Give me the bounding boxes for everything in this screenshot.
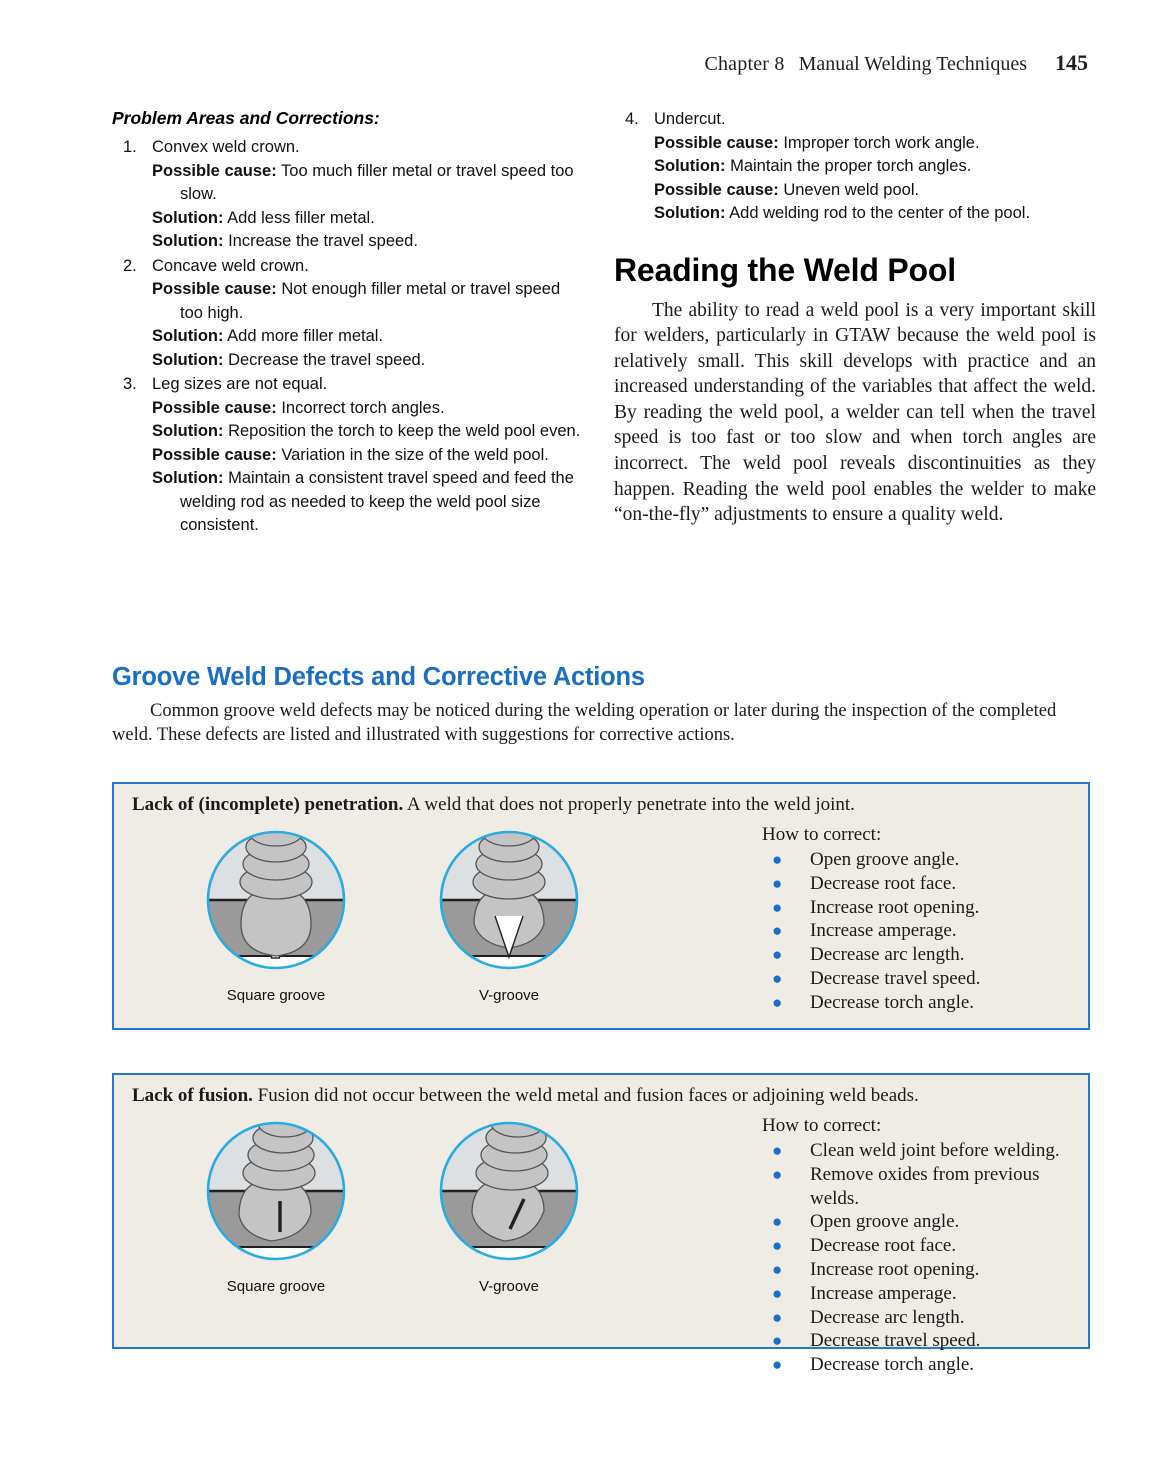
defect-description: A weld that does not properly penetrate into the weld joint. — [403, 794, 855, 815]
left-column — [112, 108, 584, 539]
correction-text: Increase root opening. — [810, 896, 980, 918]
bullet-icon: ● — [772, 1164, 783, 1184]
detail-label: Possible cause: — [152, 280, 277, 298]
correction-text: Decrease travel speed. — [810, 967, 981, 989]
groove-weld-section — [112, 663, 1090, 747]
correction-text: Increase amperage. — [810, 1282, 957, 1304]
list-item — [762, 1210, 1076, 1234]
list-item-number: 2. — [123, 256, 137, 275]
detail-label: Solution: — [654, 204, 726, 222]
list-item — [112, 255, 584, 373]
how-to-correct-block — [762, 824, 1076, 1015]
correction-text: Clean weld joint before welding. — [810, 1140, 1060, 1161]
detail-text: Too much filler metal or travel speed too slow. — [180, 161, 574, 203]
correction-text: Open groove angle. — [810, 849, 960, 870]
detail-text: Maintain a consistent travel speed and feed the welding rod as needed to keep the weld pool size consistent. — [180, 469, 574, 534]
list-item — [762, 1329, 1076, 1353]
figure-square-groove — [186, 828, 366, 1004]
list-item — [762, 943, 1076, 967]
bullet-icon: ● — [772, 992, 783, 1012]
list-item-details — [152, 397, 584, 538]
bullet-icon: ● — [772, 968, 783, 988]
detail-text: Increase the travel speed. — [223, 232, 418, 250]
bullet-icon: ● — [772, 1331, 783, 1351]
correction-text: Decrease torch angle. — [810, 1354, 975, 1376]
bullet-icon: ● — [772, 921, 783, 941]
corrections-list — [762, 1139, 1076, 1377]
defect-box-lack-of-fusion — [112, 1073, 1090, 1376]
defect-box-title — [132, 793, 1074, 817]
detail-text: Uneven weld pool. — [778, 180, 920, 199]
v-groove-lack-fusion-diagram — [434, 1119, 584, 1269]
detail-text: Reposition the torch to keep the weld pool even. — [223, 422, 581, 440]
list-item-number: 3. — [123, 375, 137, 393]
detail-text: Maintain the proper torch angles. — [725, 157, 972, 175]
list-item — [762, 1353, 1076, 1377]
correction-text: Decrease arc length. — [810, 1306, 965, 1328]
detail-text: Improper torch work angle. — [778, 133, 980, 152]
figure-caption: Square groove — [226, 1278, 326, 1295]
defect-term: Lack of fusion. — [132, 1085, 253, 1106]
figure-caption: V-groove — [478, 987, 540, 1004]
running-head — [704, 50, 1088, 76]
defect-term: Lack of (incomplete) penetration. — [132, 794, 404, 815]
list-item — [762, 1258, 1076, 1282]
list-item — [112, 136, 584, 254]
list-item-details — [152, 278, 584, 372]
correction-text: Increase root opening. — [810, 1258, 980, 1280]
bullet-icon: ● — [772, 945, 783, 965]
detail-text: Incorrect torch angles. — [276, 398, 445, 417]
list-item-details — [152, 160, 584, 254]
how-to-correct-label: How to correct: — [762, 824, 882, 845]
detail-text: Not enough filler metal or travel speed too high. — [180, 280, 561, 322]
reading-weld-pool-paragraph: The ability to read a weld pool is a very important skill for welders, particularly in GTAW because the weld pool is relatively small. This skill develops with practice and an increased understanding of the variables that affect the weld. By reading the weld pool, a welder can tell when the travel speed is too fast or too slow and when torch angles are incorrect. The weld pool reveals discontinuities as they happen. Reading the weld pool enables the welder to make “on-the-fly” adjustments to ensure a quality weld. — [614, 299, 1096, 526]
list-item-number: 4. — [625, 110, 639, 128]
running-head-title: Manual Welding Techniques — [798, 53, 1027, 75]
section-heading-reading-weld-pool: Reading the Weld Pool — [614, 251, 956, 288]
detail-text: Decrease the travel speed. — [223, 350, 426, 369]
list-item — [762, 872, 1076, 896]
list-item — [762, 967, 1076, 991]
problem-areas-list-continued — [614, 108, 1096, 226]
list-item-details — [654, 132, 1096, 226]
correction-text: Decrease torch angle. — [810, 991, 975, 1013]
detail-label: Solution: — [152, 350, 224, 369]
right-column — [614, 108, 1096, 528]
bullet-icon: ● — [772, 1283, 783, 1303]
detail-text: Add more filler metal. — [223, 327, 384, 345]
bullet-icon: ● — [772, 873, 783, 893]
how-to-correct-label: How to correct: — [762, 1115, 882, 1136]
how-to-correct-block — [762, 1115, 1076, 1377]
square-groove-lack-fusion-diagram — [201, 1119, 351, 1269]
figure-v-groove — [419, 1119, 599, 1295]
list-item — [762, 896, 1076, 920]
list-item — [762, 1282, 1076, 1306]
list-item — [112, 373, 584, 538]
list-item-title: Leg sizes are not equal. — [152, 375, 328, 393]
detail-label: Solution: — [152, 327, 224, 345]
list-item — [614, 108, 1096, 226]
list-item — [762, 919, 1076, 943]
running-head-chapter: Chapter 8 — [704, 53, 785, 75]
list-item-title: Concave weld crown. — [152, 256, 309, 275]
correction-text: Decrease arc length. — [810, 944, 965, 966]
figure-square-groove — [186, 1119, 366, 1295]
bullet-icon: ● — [772, 1236, 783, 1256]
detail-text: Add welding rod to the center of the pool. — [725, 204, 1031, 222]
defect-box-lack-of-penetration — [112, 782, 1090, 1030]
detail-label: Solution: — [152, 208, 224, 227]
list-item — [762, 991, 1076, 1015]
detail-text: Variation in the size of the weld pool. — [276, 445, 549, 464]
bullet-icon: ● — [772, 1259, 783, 1279]
v-groove-lack-penetration-diagram — [434, 828, 584, 978]
detail-label: Possible cause: — [152, 445, 277, 464]
problem-areas-heading: Problem Areas and Corrections: — [112, 108, 380, 128]
detail-label: Possible cause: — [654, 133, 779, 152]
bullet-icon: ● — [772, 1141, 783, 1160]
problem-areas-list — [112, 136, 584, 538]
correction-text: Increase amperage. — [810, 920, 957, 942]
detail-label: Possible cause: — [152, 398, 277, 417]
correction-text: Decrease root face. — [810, 1235, 957, 1257]
detail-label: Possible cause: — [654, 180, 779, 199]
list-item-number: 1. — [123, 138, 137, 156]
bullet-icon: ● — [772, 897, 783, 917]
correction-text: Decrease travel speed. — [810, 1330, 981, 1352]
detail-label: Solution: — [654, 157, 726, 175]
section-heading-groove-weld-defects: Groove Weld Defects and Corrective Actions — [112, 663, 645, 691]
bullet-icon: ● — [772, 1355, 783, 1375]
list-item — [762, 1306, 1076, 1330]
correction-text: Remove oxides from previous welds. — [810, 1163, 1040, 1209]
corrections-list — [762, 848, 1076, 1015]
list-item — [762, 1139, 1076, 1163]
bullet-icon: ● — [772, 1212, 783, 1232]
list-item — [762, 1163, 1076, 1211]
groove-weld-intro-paragraph: Common groove weld defects may be noticed during the welding operation or later during the inspection of the completed weld. These defects are listed and illustrated with suggestions for corrective actions. — [112, 701, 1057, 745]
list-item-title: Convex weld crown. — [152, 138, 300, 156]
correction-text: Open groove angle. — [810, 1211, 960, 1233]
defect-description: Fusion did not occur between the weld metal and fusion faces or adjoining weld beads. — [252, 1085, 919, 1106]
list-item — [762, 1234, 1076, 1258]
list-item — [762, 848, 1076, 872]
detail-label: Solution: — [152, 469, 224, 487]
bullet-icon: ● — [772, 850, 783, 869]
figure-v-groove — [419, 828, 599, 1004]
detail-label: Solution: — [152, 232, 224, 250]
detail-label: Solution: — [152, 422, 224, 440]
detail-label: Possible cause: — [152, 161, 277, 180]
figure-caption: Square groove — [226, 987, 326, 1004]
list-item-title: Undercut. — [654, 110, 726, 128]
defect-box-title — [132, 1084, 1074, 1108]
page-number: 145 — [1055, 50, 1088, 75]
square-groove-lack-penetration-diagram — [201, 828, 351, 978]
bullet-icon: ● — [772, 1307, 783, 1327]
correction-text: Decrease root face. — [810, 872, 957, 894]
detail-text: Add less filler metal. — [223, 208, 375, 227]
figure-caption: V-groove — [478, 1278, 540, 1295]
